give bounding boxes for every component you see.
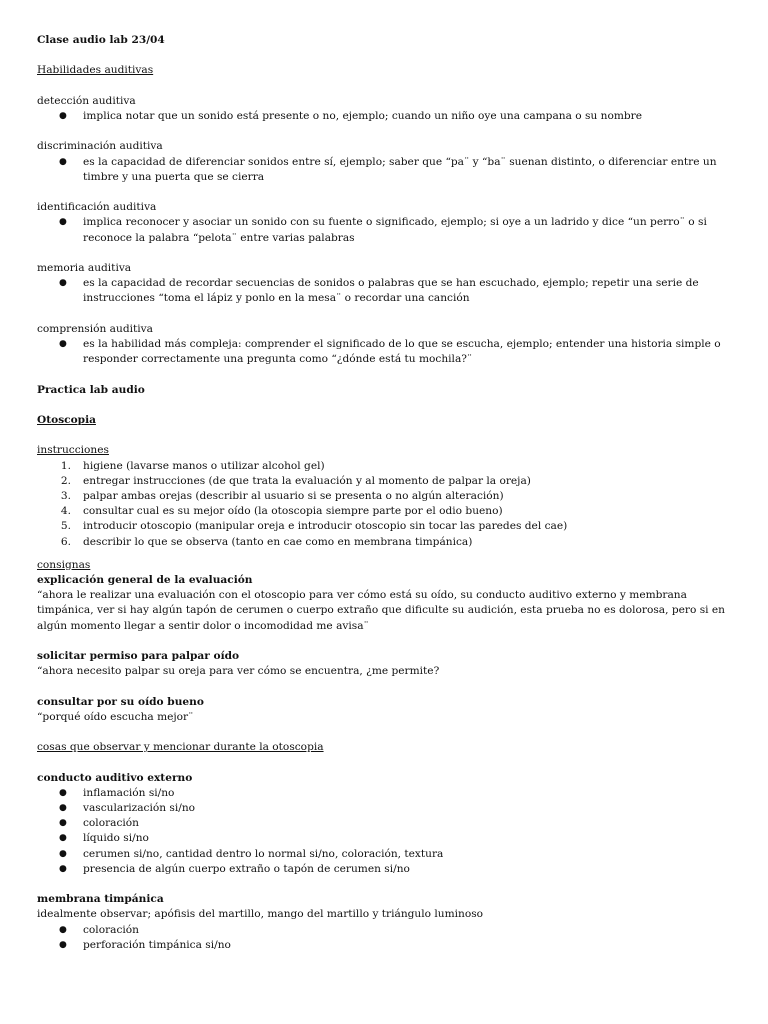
bullet-icon: ● [59, 863, 67, 874]
cae-list [37, 786, 737, 877]
bullet-icon: ● [59, 110, 67, 121]
list-item: ● inflamación si/no [37, 786, 737, 801]
bullet-icon: ● [59, 217, 67, 228]
list-item: ● es la capacidad de diferenciar sonidos entre sí, ejemplo; saber que “pa¨ y “ba¨ suenan distinto, o diferenciar entre un timbre y una puerta que se cierra [59, 155, 717, 183]
list-item: ● vascularización si/no [37, 801, 737, 816]
practica-heading: Practica lab audio [37, 383, 145, 396]
membrana-intro: idealmente observar; apófisis del martillo, mango del martillo y triángulo luminoso [37, 908, 484, 921]
explicacion-title: explicación general de la evaluación [37, 573, 253, 586]
term-deteccion: detección auditiva [37, 94, 136, 107]
instrucciones-heading: instrucciones [37, 444, 109, 457]
term-memoria: memoria auditiva [37, 261, 132, 274]
membrana-title: membrana timpánica [37, 893, 164, 906]
consignas-heading: consignas [37, 558, 91, 571]
list-item: 4. consultar cual es su mejor oído (la otoscopia siempre parte por el odio bueno) [60, 505, 503, 518]
bullet-icon: ● [59, 848, 67, 859]
document-page [37, 33, 737, 953]
oido-bueno-text: “porqué oído escucha mejor¨ [37, 710, 194, 723]
list-item: 3. palpar ambas orejas (describir al usuario si se presenta o no algún alteración) [60, 489, 504, 502]
bullet-icon: ● [59, 939, 67, 950]
oido-bueno-title: consultar por su oído bueno [37, 695, 204, 708]
term-discriminacion: discriminación auditiva [37, 140, 163, 153]
bullet-icon: ● [59, 818, 67, 829]
bullet-icon: ● [59, 802, 67, 813]
list-item: ● es la habilidad más compleja: comprender el significado de lo que se escucha, ejemplo; entender una historia simple o responder correctamente una pregunta como “¿dónde está tu mochila?¨ [59, 337, 721, 366]
bullet-list [37, 155, 737, 185]
term-comprension: comprensión auditiva [37, 322, 153, 335]
section-heading-habilidades: Habilidades auditivas [37, 64, 154, 77]
bullet-list [37, 337, 737, 367]
list-item: 5. introducir otoscopio (manipular oreja e introducir otoscopio sin tocar las paredes del cae) [60, 520, 568, 533]
bullet-list [37, 215, 737, 245]
list-item: ● cerumen si/no, cantidad dentro lo normal si/no, coloración, textura [37, 847, 737, 862]
list-item: ● coloración [37, 923, 737, 938]
bullet-list [37, 109, 737, 124]
list-item: 2. entregar instrucciones (de que trata la evaluación y al momento de palpar la oreja) [60, 474, 531, 487]
explicacion-text: “ahora le realizar una evaluación con el otoscopio para ver cómo está su oído, su conducto auditivo externo y membrana timpánica, ver si hay algún tapón de cerumen o cuerpo extraño que dificulte su audición, esta prueba no es dolorosa, pero si en algún momento llegar a sentir dolor o incomodidad me avisa¨ [37, 589, 725, 632]
list-item: ● implica reconocer y asociar un sonido con su fuente o significado, ejemplo; si oye a un ladrido y dice “un perro¨ o si reconoce la palabra “pelota¨ entre varias palabras [59, 216, 707, 244]
list-item: 1. higiene (lavarse manos o utilizar alcohol gel) [60, 459, 325, 472]
list-item: ● perforación timpánica si/no [37, 938, 737, 953]
bullet-icon: ● [59, 338, 67, 349]
list-item: 6. describir lo que se observa (tanto en cae como en membrana timpánica) [60, 535, 473, 548]
list-item: ● líquido si/no [37, 831, 737, 846]
permiso-text: “ahora necesito palpar su oreja para ver cómo se encuentra, ¿me permite? [37, 665, 440, 678]
bullet-icon: ● [59, 156, 67, 167]
cae-title: conducto auditivo externo [37, 771, 193, 784]
list-item: ● implica notar que un sonido está presente o no, ejemplo; cuando un niño oye una campana o su nombre [37, 109, 737, 124]
bullet-icon: ● [59, 924, 67, 935]
list-item: ● es la capacidad de recordar secuencias de sonidos o palabras que se han escuchado, ejemplo; repetir una serie de instrucciones “toma el lápiz y ponlo en la mesa¨ o recordar una canción [59, 277, 699, 305]
bullet-icon: ● [59, 833, 67, 844]
instrucciones-list [37, 459, 737, 550]
document-title: Clase audio lab 23/04 [37, 34, 165, 46]
permiso-title: solicitar permiso para palpar oído [37, 649, 240, 662]
bullet-icon: ● [59, 787, 67, 798]
bullet-list [37, 276, 737, 306]
bullet-icon: ● [59, 278, 67, 289]
list-item: ● coloración [37, 816, 737, 831]
list-item: ● presencia de algún cuerpo extraño o tapón de cerumen si/no [37, 862, 737, 877]
otoscopia-heading: Otoscopia [37, 413, 96, 426]
term-identificacion: identificación auditiva [37, 201, 157, 214]
membrana-list [37, 923, 737, 953]
cosas-heading: cosas que observar y mencionar durante la otoscopia [37, 741, 324, 754]
